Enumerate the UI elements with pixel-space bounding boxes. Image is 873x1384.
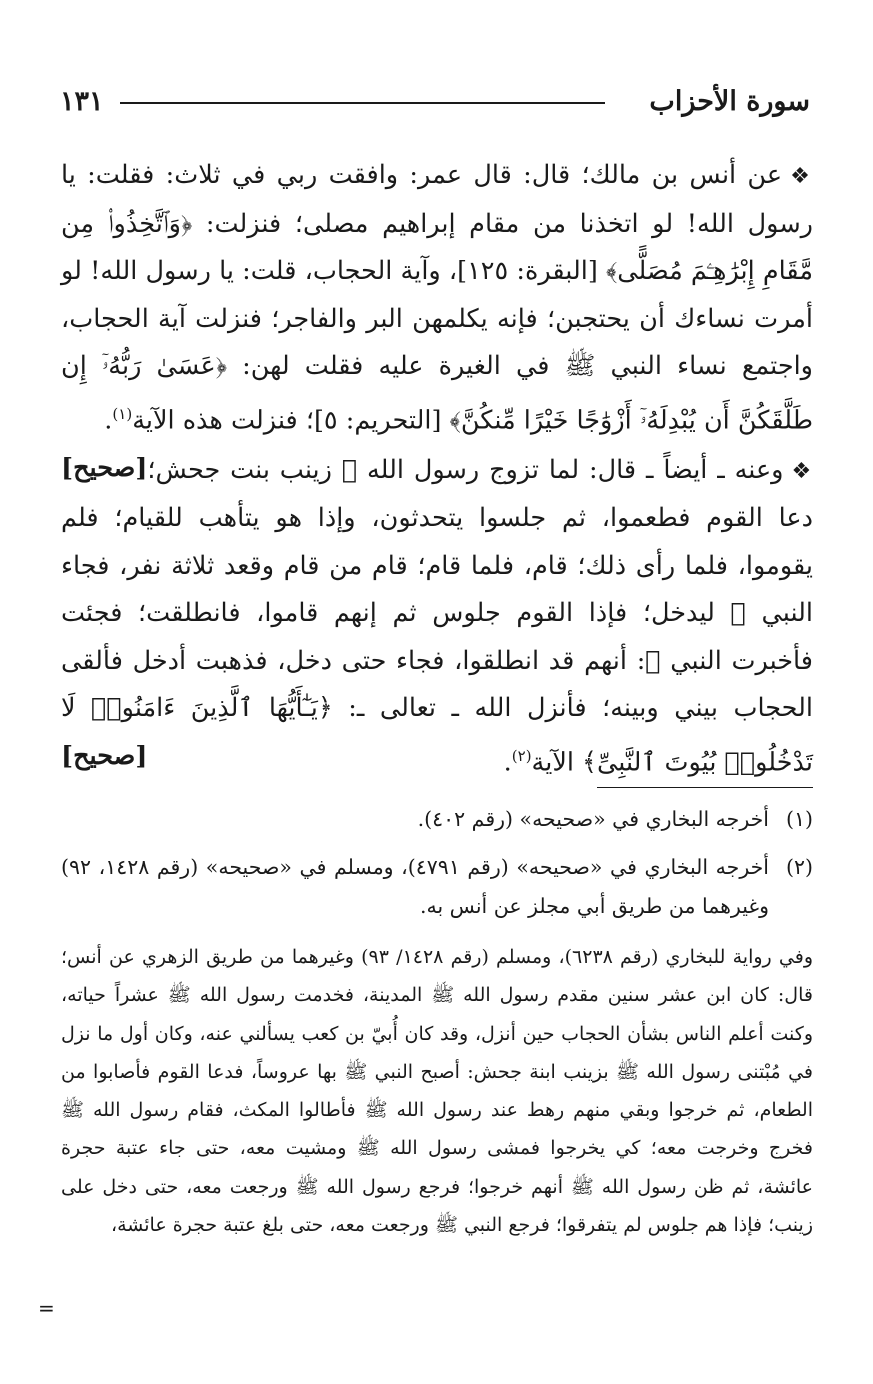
footnote-2 xyxy=(61,848,813,926)
footnote-number: (١) xyxy=(785,807,813,831)
main-text xyxy=(61,152,813,787)
footnote-number: (٢) xyxy=(785,855,813,879)
hadith-text: عن أنس بن مالك؛ قال: قال عمر: وافقت ربي في ثلاث: فقلت: يا رسول الله! لو اتخذنا من مقام إبراهيم مصلى؛ فنزلت: ﴿وَٱتَّخِذُوا۟ مِن مَّقَامِ إِبْرَٰهِـۧمَ مُصَلًّى﴾ [البقرة: ١٢٥]، وآية الحجاب، قلت: يا رسول الله! لو أمرت نساءك أن يحتجبن؛ فإنه يكلمهن البر والفاجر؛ فنزلت آية الحجاب، واجتمع نساء النبي ﷺ في الغيرة عليه فقلت لهن: ﴿عَسَىٰ رَبُّهُۥٓ إِن طَلَّقَكُنَّ أَن يُبْدِلَهُۥٓ أَزْوَٰجًا خَيْرًا مِّنكُنَّ﴾ [التحريم: ٥]؛ فنزلت هذه الآية xyxy=(61,160,813,435)
hadith-grade: [صحيح] xyxy=(61,452,148,483)
footnote-continuation: وفي رواية للبخاري (رقم ٦٢٣٨)، ومسلم (رقم ١٤٢٨/ ٩٣) وغيرهما من طريق الزهري عن أنس؛ قال: كان ابن عشر سنين مقدم رسول الله ﷺ المدينة، فخدمت رسول الله ﷺ عشراً حياته، وكنت أعلم الناس بشأن الحجاب حين أنزل، وقد كان أُبيّ بن كعب يسألني عنه، وكان أول ما نزل في مُبْتنى رسول الله ﷺ بزينب ابنة جحش: أصبح النبي ﷺ بها عروساً، فدعا القوم فأصابوا من الطعام، ثم خرجوا وبقي منهم رهط عند رسول الله ﷺ فأطالوا المكث، فقام رسول الله ﷺ فخرج وخرجت معه؛ كي يخرجوا فمشى رسول الله ﷺ ومشيت معه، حتى جاء عتبة حجرة عائشة، ثم ظن رسول الله ﷺ أنهم خرجوا؛ فرجع رسول الله ﷺ ورجعت معه، حتى دخل على زينب؛ فإذا هم جلوس لم يتفرقوا؛ فرجع النبي ﷺ ورجعت معه، حتى بلغ عتبة حجرة عائشة، xyxy=(61,946,813,1237)
footnote-ref[interactable]: (٢) xyxy=(511,746,532,765)
bullet-icon: ❖ xyxy=(791,458,813,484)
hadith-paragraph-2 xyxy=(61,447,813,787)
footnote-1 xyxy=(61,800,813,839)
footnotes xyxy=(61,800,813,1244)
bullet-icon: ❖ xyxy=(790,164,813,189)
header-rule xyxy=(120,102,605,104)
footnote-text: أخرجه البخاري في «صحيحه» (رقم ٤٠٢). xyxy=(417,807,769,831)
hadith-grade: [صحيح] xyxy=(61,740,148,771)
page-header xyxy=(60,84,810,124)
surah-title: سورة الأحزاب xyxy=(649,86,810,117)
footnote-separator xyxy=(597,787,813,788)
footnote-ref[interactable]: (١) xyxy=(112,404,133,423)
footnote-text: أخرجه البخاري في «صحيحه» (رقم ٤٧٩١)، ومسلم في «صحيحه» (رقم ١٤٢٨، ٩٢) وغيرهما من طريق أبي مجلز عن أنس به. xyxy=(61,855,769,918)
hadith-paragraph-1 xyxy=(61,152,813,483)
hadith-text: وعنه ـ أيضاً ـ قال: لما تزوج رسول الله ﷺ زينب بنت جحش؛ دعا القوم فطعموا، ثم جلسوا يتحدثون، وإذا هو يتأهب للقيام؛ فلم يقوموا، فلما رأى ذلك؛ قام، فلما قام؛ قام من قام وقعد ثلاثة نفر، فجاء النبي ﷺ ليدخل؛ فإذا القوم جلوس ثم إنهم قاموا، فانطلقت؛ فجئت فأخبرت النبي ﷺ: أنهم قد انطلقوا، فجاء حتى دخل، فذهبت أدخل فألقى الحجاب بيني وبينه؛ فأنزل الله ـ تعالى ـ: ﴿يَـٰٓأَيُّهَا ٱلَّذِينَ ءَامَنُوا۟ لَا تَدْخُلُوا۟ بُيُوتَ ٱلنَّبِىِّ﴾ الآية xyxy=(61,454,813,777)
sentence-end: . xyxy=(503,747,512,777)
sentence-end: . xyxy=(104,405,113,435)
continuation-mark: = xyxy=(38,1296,55,1320)
page-number: ١٣١ xyxy=(60,86,104,117)
